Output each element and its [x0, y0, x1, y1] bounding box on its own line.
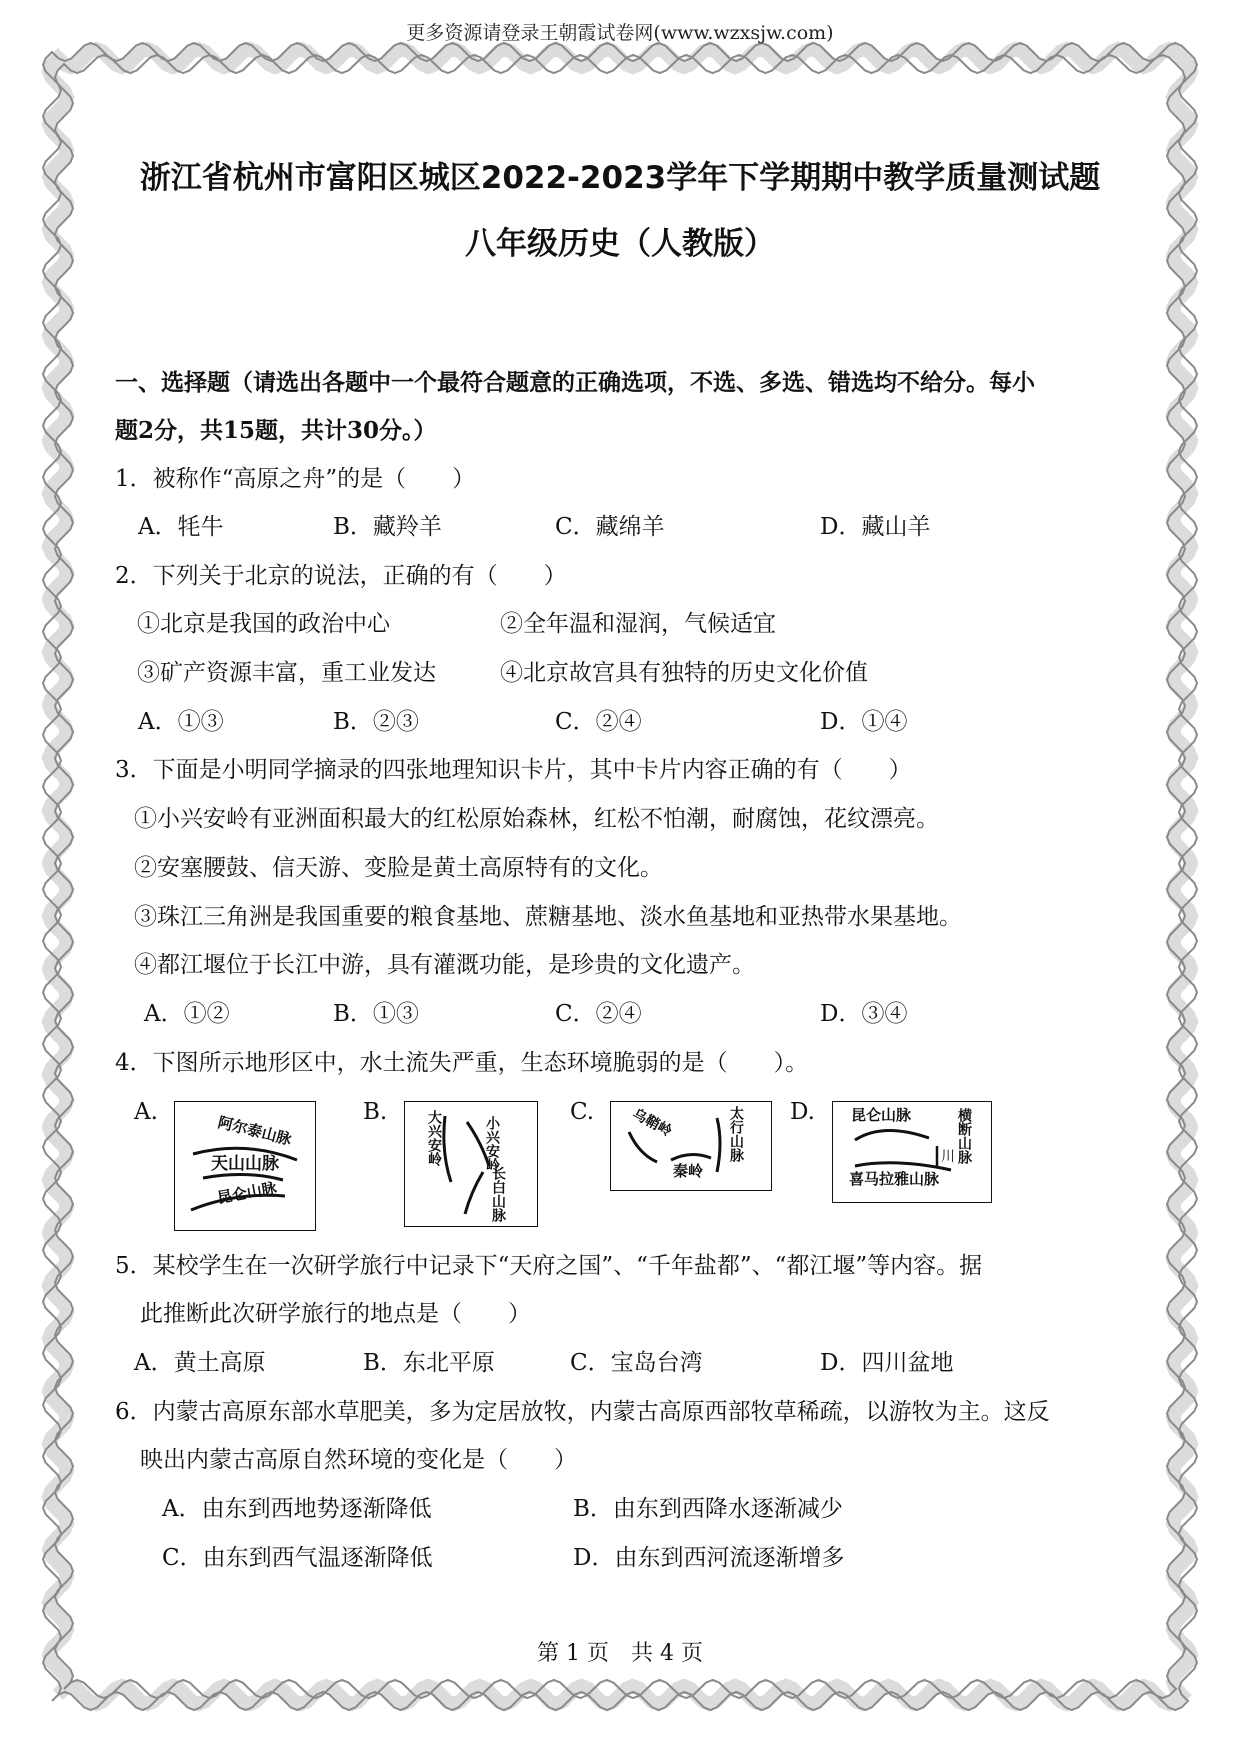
- q3-stem: 3．下面是小明同学摘录的四张地理知识卡片，其中卡片内容正确的有（ ）: [115, 757, 912, 783]
- q6-stem: 6．内蒙古高原东部水草肥美，多为定居放牧，内蒙古高原西部牧草稀疏，以游牧为主。这反: [115, 1399, 1050, 1425]
- map-a-label-tianshan: 天山山脉: [211, 1154, 279, 1174]
- q4-stem: 4．下图所示地形区中，水土流失严重，生态环境脆弱的是（ ）。: [115, 1050, 809, 1076]
- q2-statement-1: ①北京是我国的政治中心: [137, 611, 390, 637]
- q2-stem: 2．下列关于北京的说法，正确的有（ ）: [115, 563, 567, 589]
- q4-label-a: A.: [134, 1099, 158, 1125]
- map-b-label-xiaoxinganling: 小兴安岭: [484, 1116, 500, 1172]
- page-footer: 第 1 页 共 4 页: [537, 1641, 703, 1666]
- q3-option-c: C．②④: [555, 1001, 642, 1027]
- q5-option-c: C．宝岛台湾: [570, 1350, 703, 1376]
- q5-stem: 5．某校学生在一次研学旅行中记录下“天府之国”、“千年盐都”、“都江堰”等内容。据: [115, 1253, 983, 1279]
- q2-option-a: A．①③: [138, 709, 224, 735]
- map-b-label-changbai: 长白山脉: [490, 1166, 506, 1222]
- q1-option-a: A．牦牛: [138, 514, 224, 540]
- q1-option-c: C．藏绵羊: [555, 514, 665, 540]
- map-a-label-altai: 阿尔泰山脉: [216, 1113, 294, 1149]
- map-a: [174, 1101, 316, 1231]
- q2-statement-4: ④北京故宫具有独特的历史文化价值: [500, 660, 868, 686]
- q3-statement-1: ①小兴安岭有亚洲面积最大的红松原始森林，红松不怕潮，耐腐蚀，花纹漂亮。: [134, 806, 939, 832]
- q2-statement-2: ②全年温和湿润，气候适宜: [500, 611, 776, 637]
- map-c: [610, 1101, 772, 1191]
- q1-stem: 1．被称作“高原之舟”的是（ ）: [115, 466, 476, 492]
- map-c-label-taihang: 太行山脉: [728, 1106, 744, 1162]
- q1-option-b: B．藏羚羊: [333, 514, 442, 540]
- q3-statement-3: ③珠江三角洲是我国重要的粮食基地、蔗糖基地、淡水鱼基地和亚热带水果基地。: [134, 904, 962, 930]
- map-d-label-kunlun: 昆仑山脉: [851, 1106, 912, 1124]
- q5-stem-cont: 此推断此次研学旅行的地点是（ ）: [140, 1301, 531, 1327]
- map-c-label-qinling: 秦岭: [673, 1162, 704, 1180]
- map-b-label-daxinganling: 大兴安岭: [426, 1110, 442, 1166]
- q6-stem-cont: 映出内蒙古高原自然环境的变化是（ ）: [140, 1447, 577, 1473]
- q6-option-c: C．由东到西气温逐渐降低: [162, 1545, 433, 1571]
- q3-statement-4: ④都江堰位于长江中游，具有灌溉功能，是珍贵的文化遗产。: [134, 952, 755, 978]
- section-heading-cont: 题2分，共15题，共计30分。）: [115, 417, 437, 444]
- q3-option-a: A．①②: [144, 1001, 230, 1027]
- map-b: [404, 1101, 538, 1227]
- map-b-mountain-lines: [405, 1102, 537, 1226]
- top-note: 更多资源请登录王朝霞试卷网(www.wzxsjw.com): [406, 22, 834, 44]
- q5-option-b: B．东北平原: [363, 1350, 495, 1376]
- q4-label-d: D.: [790, 1099, 815, 1125]
- q5-option-d: D．四川盆地: [820, 1350, 954, 1376]
- q4-label-c: C.: [570, 1099, 595, 1125]
- q3-option-b: B．①③: [333, 1001, 419, 1027]
- map-d-label-hengduan: 横断山脉: [956, 1108, 972, 1164]
- q2-option-c: C．②④: [555, 709, 642, 735]
- section-heading: 一、选择题（请选出各题中一个最符合题意的正确选项，不选、多选、错选均不给分。每小: [115, 369, 1035, 396]
- map-d-label-chuan: 川: [941, 1149, 955, 1165]
- q1-option-d: D．藏山羊: [820, 514, 931, 540]
- map-a-label-kunlun: 昆仑山脉: [215, 1178, 279, 1208]
- map-d-label-himalaya: 喜马拉雅山脉: [849, 1170, 940, 1188]
- map-d: [832, 1101, 992, 1203]
- q2-statement-3: ③矿产资源丰富，重工业发达: [137, 660, 436, 686]
- q6-option-a: A．由东到西地势逐渐降低: [162, 1496, 432, 1522]
- q4-label-b: B.: [363, 1099, 388, 1125]
- q2-option-b: B．②③: [333, 709, 419, 735]
- map-c-label-wuqiaoling: 乌鞘岭: [629, 1106, 675, 1140]
- q6-option-d: D．由东到西河流逐渐增多: [573, 1545, 845, 1571]
- q5-option-a: A．黄土高原: [134, 1350, 266, 1376]
- page-title: 浙江省杭州市富阳区城区2022-2023学年下学期期中教学质量测试题: [139, 160, 1101, 196]
- q3-option-d: D．③④: [820, 1001, 908, 1027]
- q6-option-b: B．由东到西降水逐渐减少: [573, 1496, 843, 1522]
- q2-option-d: D．①④: [820, 709, 908, 735]
- q3-statement-2: ②安塞腰鼓、信天游、变脸是黄土高原特有的文化。: [134, 855, 663, 881]
- page-subtitle: 八年级历史（人教版）: [465, 226, 775, 262]
